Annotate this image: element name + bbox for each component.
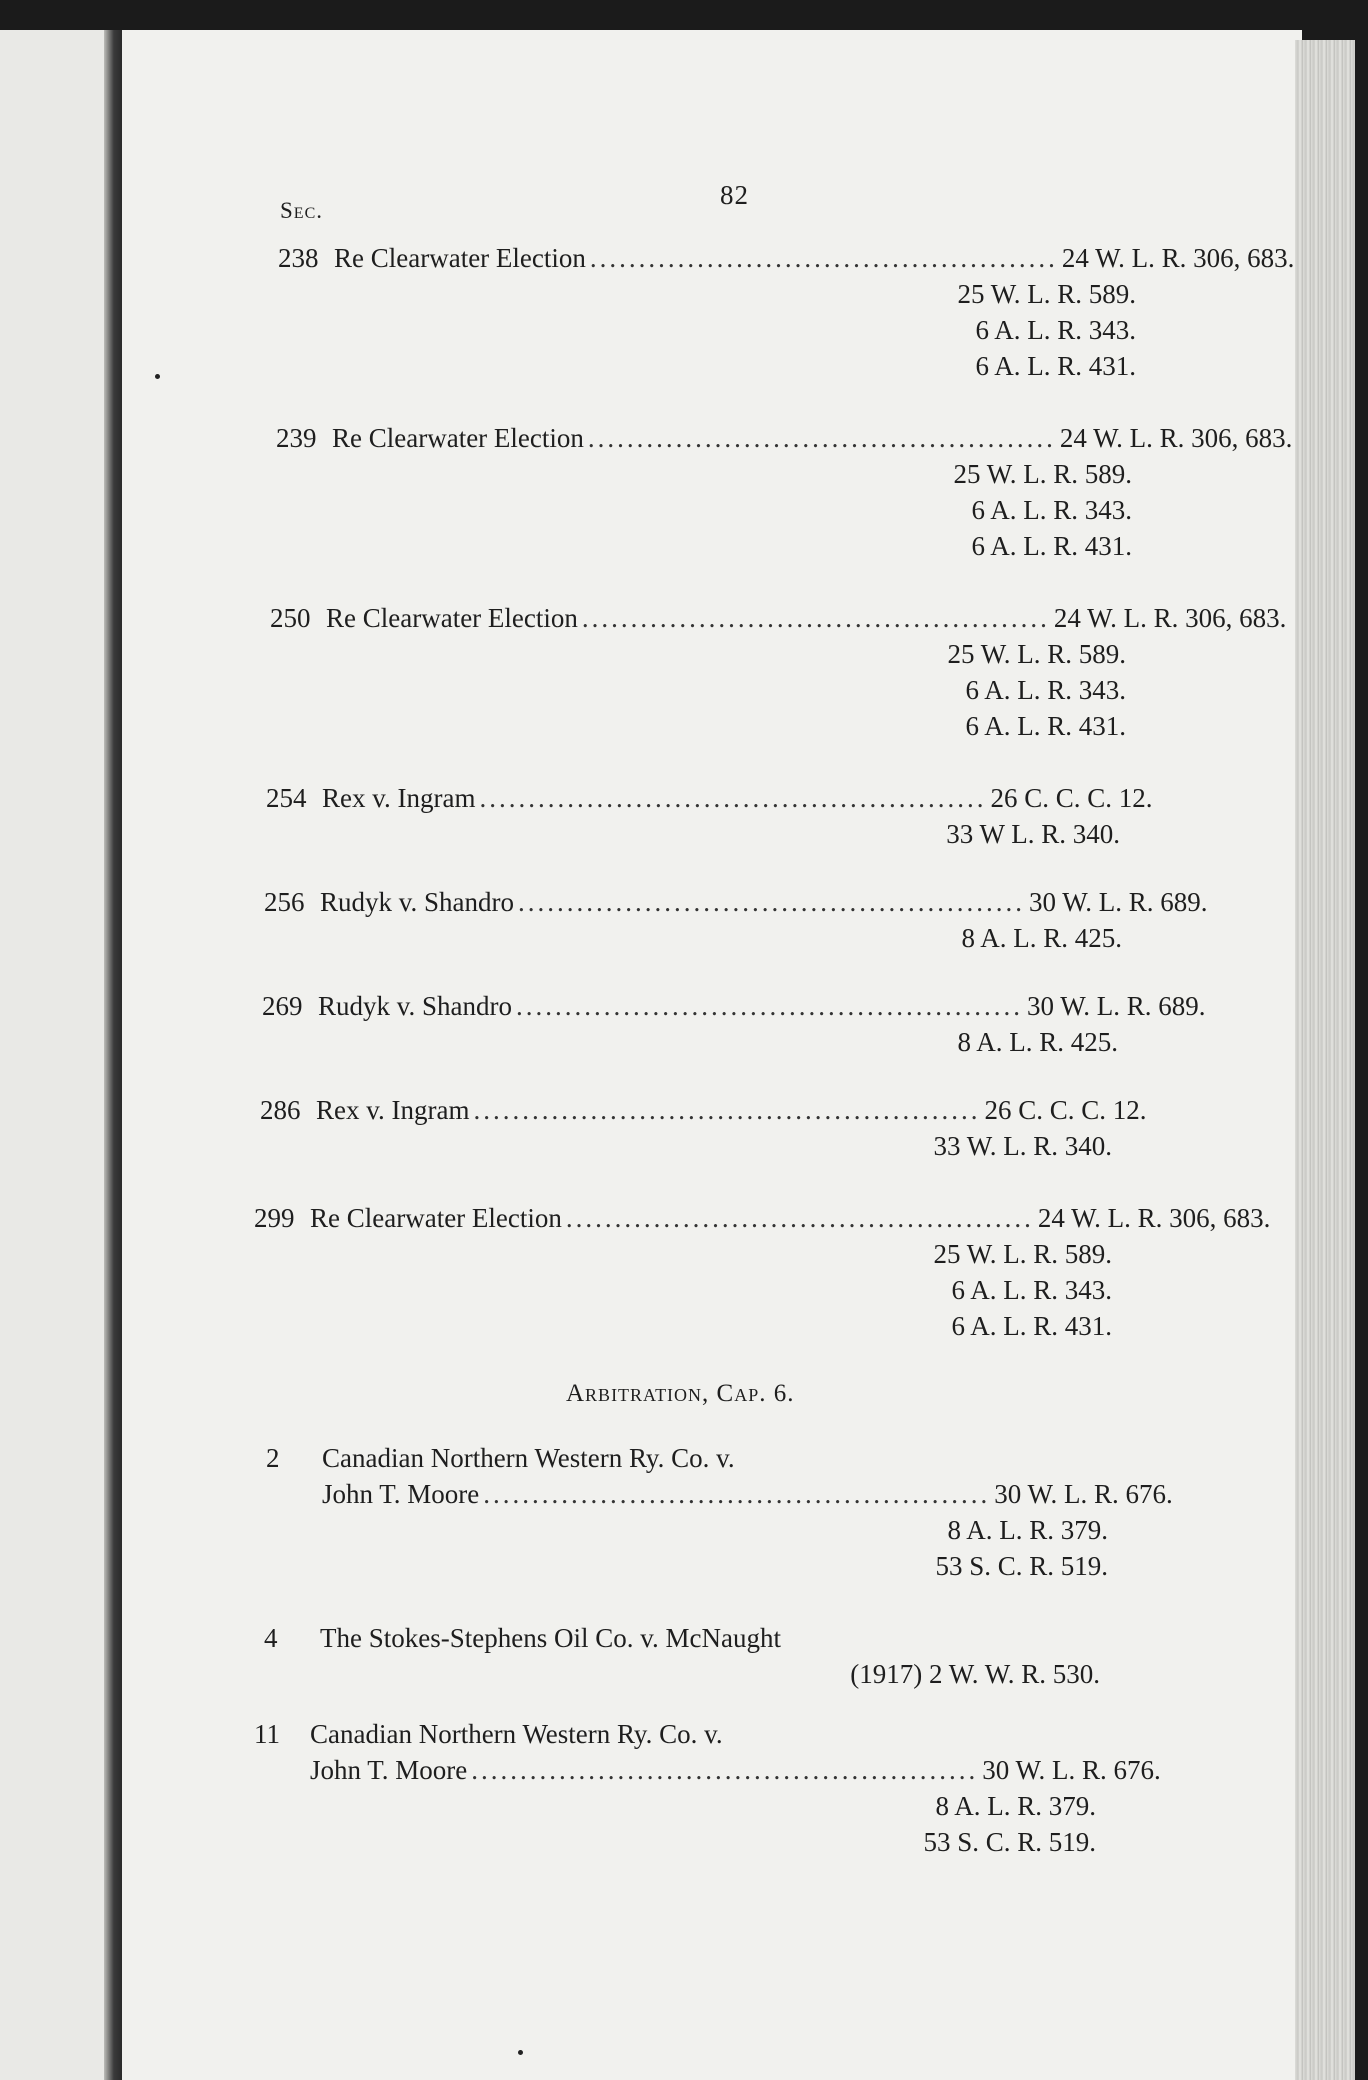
entry-row [264, 884, 1208, 920]
entry-row [254, 1200, 1271, 1236]
leader-dots: .................................................... [473, 1095, 981, 1125]
citation: 6 A. L. R. 343. [975, 315, 1136, 345]
citation: 6 A. L. R. 431. [971, 531, 1132, 561]
case-name-continued: John T. Moore [310, 1755, 468, 1785]
entry-row [266, 1440, 1108, 1476]
section-number: 256 [264, 887, 305, 917]
entry-row [276, 420, 1293, 456]
citation: 26 C. C. C. 12. [990, 783, 1153, 813]
additional-citations [270, 636, 1188, 744]
citation: 8 A. L. R. 425. [961, 923, 1122, 953]
entry-row [270, 600, 1287, 636]
citation: 25 W. L. R. 589. [953, 459, 1132, 489]
entry-row [266, 1476, 1173, 1512]
case-name: Re Clearwater Election [332, 423, 584, 453]
citation: 30 W. L. R. 676. [994, 1479, 1173, 1509]
case-name: Re Clearwater Election [334, 243, 586, 273]
scan-speck [518, 2050, 523, 2055]
entry-269 [262, 988, 1206, 1060]
entry-254 [266, 780, 1153, 852]
citation: 33 W L. R. 340. [946, 819, 1120, 849]
additional-citations [260, 1128, 1112, 1164]
citation: 24 W. L. R. 306, 683. [1037, 1203, 1271, 1233]
section-number: 4 [264, 1623, 278, 1653]
section-number: 286 [260, 1095, 301, 1125]
entry-row [278, 240, 1295, 276]
section-number: 11 [254, 1719, 280, 1749]
section-number: 239 [276, 423, 317, 453]
section-number: 2 [266, 1443, 280, 1473]
entry-238 [278, 240, 1295, 384]
entry-arbitration-11 [254, 1716, 1161, 1860]
additional-citations [254, 1236, 1174, 1344]
citation: 6 A. L. R. 431. [965, 711, 1126, 741]
entry-row [266, 780, 1153, 816]
entry-arbitration-2 [266, 1440, 1173, 1584]
scan-speck [155, 374, 160, 379]
citation: 2 W. W. R. 530. [928, 1659, 1100, 1689]
additional-citations [262, 1024, 1118, 1060]
additional-citations [276, 456, 1194, 564]
citation: 6 A. L. R. 431. [951, 1311, 1112, 1341]
citation: 30 W. L. R. 689. [1029, 887, 1208, 917]
case-name-continued: John T. Moore [322, 1479, 480, 1509]
case-name: Rudyk v. Shandro [320, 887, 514, 917]
entry-239 [276, 420, 1293, 564]
citation: 8 A. L. R. 425. [957, 1027, 1118, 1057]
citation: 6 A. L. R. 343. [951, 1275, 1112, 1305]
case-name: Canadian Northern Western Ry. Co. v. [310, 1719, 723, 1749]
leader-dots: .................................................... [518, 887, 1025, 917]
leader-dots: .................................................... [483, 1479, 991, 1509]
entry-row [254, 1716, 1096, 1752]
case-name: Canadian Northern Western Ry. Co. v. [322, 1443, 735, 1473]
citation: 6 A. L. R. 343. [965, 675, 1126, 705]
citation: 6 A. L. R. 431. [975, 351, 1136, 381]
additional-citations [266, 1512, 1108, 1584]
citation: 24 W. L. R. 306, 683. [1061, 243, 1295, 273]
section-number: 269 [262, 991, 303, 1021]
page-number: 82 [720, 180, 749, 210]
section-heading: Arbitration, Cap. 6. [566, 1380, 795, 1407]
section-number: 299 [254, 1203, 295, 1233]
case-name: Re Clearwater Election [310, 1203, 562, 1233]
entry-row [254, 1752, 1161, 1788]
case-name: Re Clearwater Election [326, 603, 578, 633]
year: (1917) [850, 1659, 923, 1689]
citation: 53 S. C. R. 519. [923, 1827, 1096, 1857]
citation: 30 W. L. R. 676. [982, 1755, 1161, 1785]
additional-citations [254, 1788, 1096, 1860]
citation: 25 W. L. R. 589. [947, 639, 1126, 669]
leader-dots: .................................................... [479, 783, 987, 813]
citation: 33 W. L. R. 340. [933, 1131, 1112, 1161]
citation: 25 W. L. R. 589. [957, 279, 1136, 309]
citation: 53 S. C. R. 519. [935, 1551, 1108, 1581]
section-number: 254 [266, 783, 307, 813]
entry-row [264, 1656, 1100, 1692]
case-name: Rex v. Ingram [316, 1095, 470, 1125]
entry-250 [270, 600, 1287, 744]
entry-row [262, 988, 1206, 1024]
entry-286 [260, 1092, 1147, 1164]
entry-arbitration-4 [264, 1620, 1100, 1692]
section-number: 250 [270, 603, 311, 633]
leader-dots: .................................................... [471, 1755, 979, 1785]
case-name: Rex v. Ingram [322, 783, 476, 813]
citation: 30 W. L. R. 689. [1027, 991, 1206, 1021]
citation: 26 C. C. C. 12. [984, 1095, 1147, 1125]
leader-dots: ................................................ [581, 603, 1050, 633]
leader-dots: .................................................... [516, 991, 1023, 1021]
citation: 24 W. L. R. 306, 683. [1059, 423, 1293, 453]
additional-citations [264, 920, 1122, 956]
entry-299 [254, 1200, 1271, 1344]
citation: 8 A. L. R. 379. [935, 1791, 1096, 1821]
citation: 8 A. L. R. 379. [947, 1515, 1108, 1545]
citation: 6 A. L. R. 343. [971, 495, 1132, 525]
case-name: The Stokes-Stephens Oil Co. v. McNaught [320, 1623, 781, 1653]
entry-row [260, 1092, 1147, 1128]
section-number: 238 [278, 243, 319, 273]
additional-citations [266, 816, 1120, 852]
section-column-label: Sec. [280, 198, 323, 223]
leader-dots: ................................................ [587, 423, 1056, 453]
citation: 25 W. L. R. 589. [933, 1239, 1112, 1269]
entry-256 [264, 884, 1208, 956]
leader-dots: ................................................ [565, 1203, 1034, 1233]
entry-row [264, 1620, 1100, 1656]
case-name: Rudyk v. Shandro [318, 991, 512, 1021]
citation: 24 W. L. R. 306, 683. [1053, 603, 1287, 633]
leader-dots: ................................................ [589, 243, 1058, 273]
additional-citations [278, 276, 1198, 384]
